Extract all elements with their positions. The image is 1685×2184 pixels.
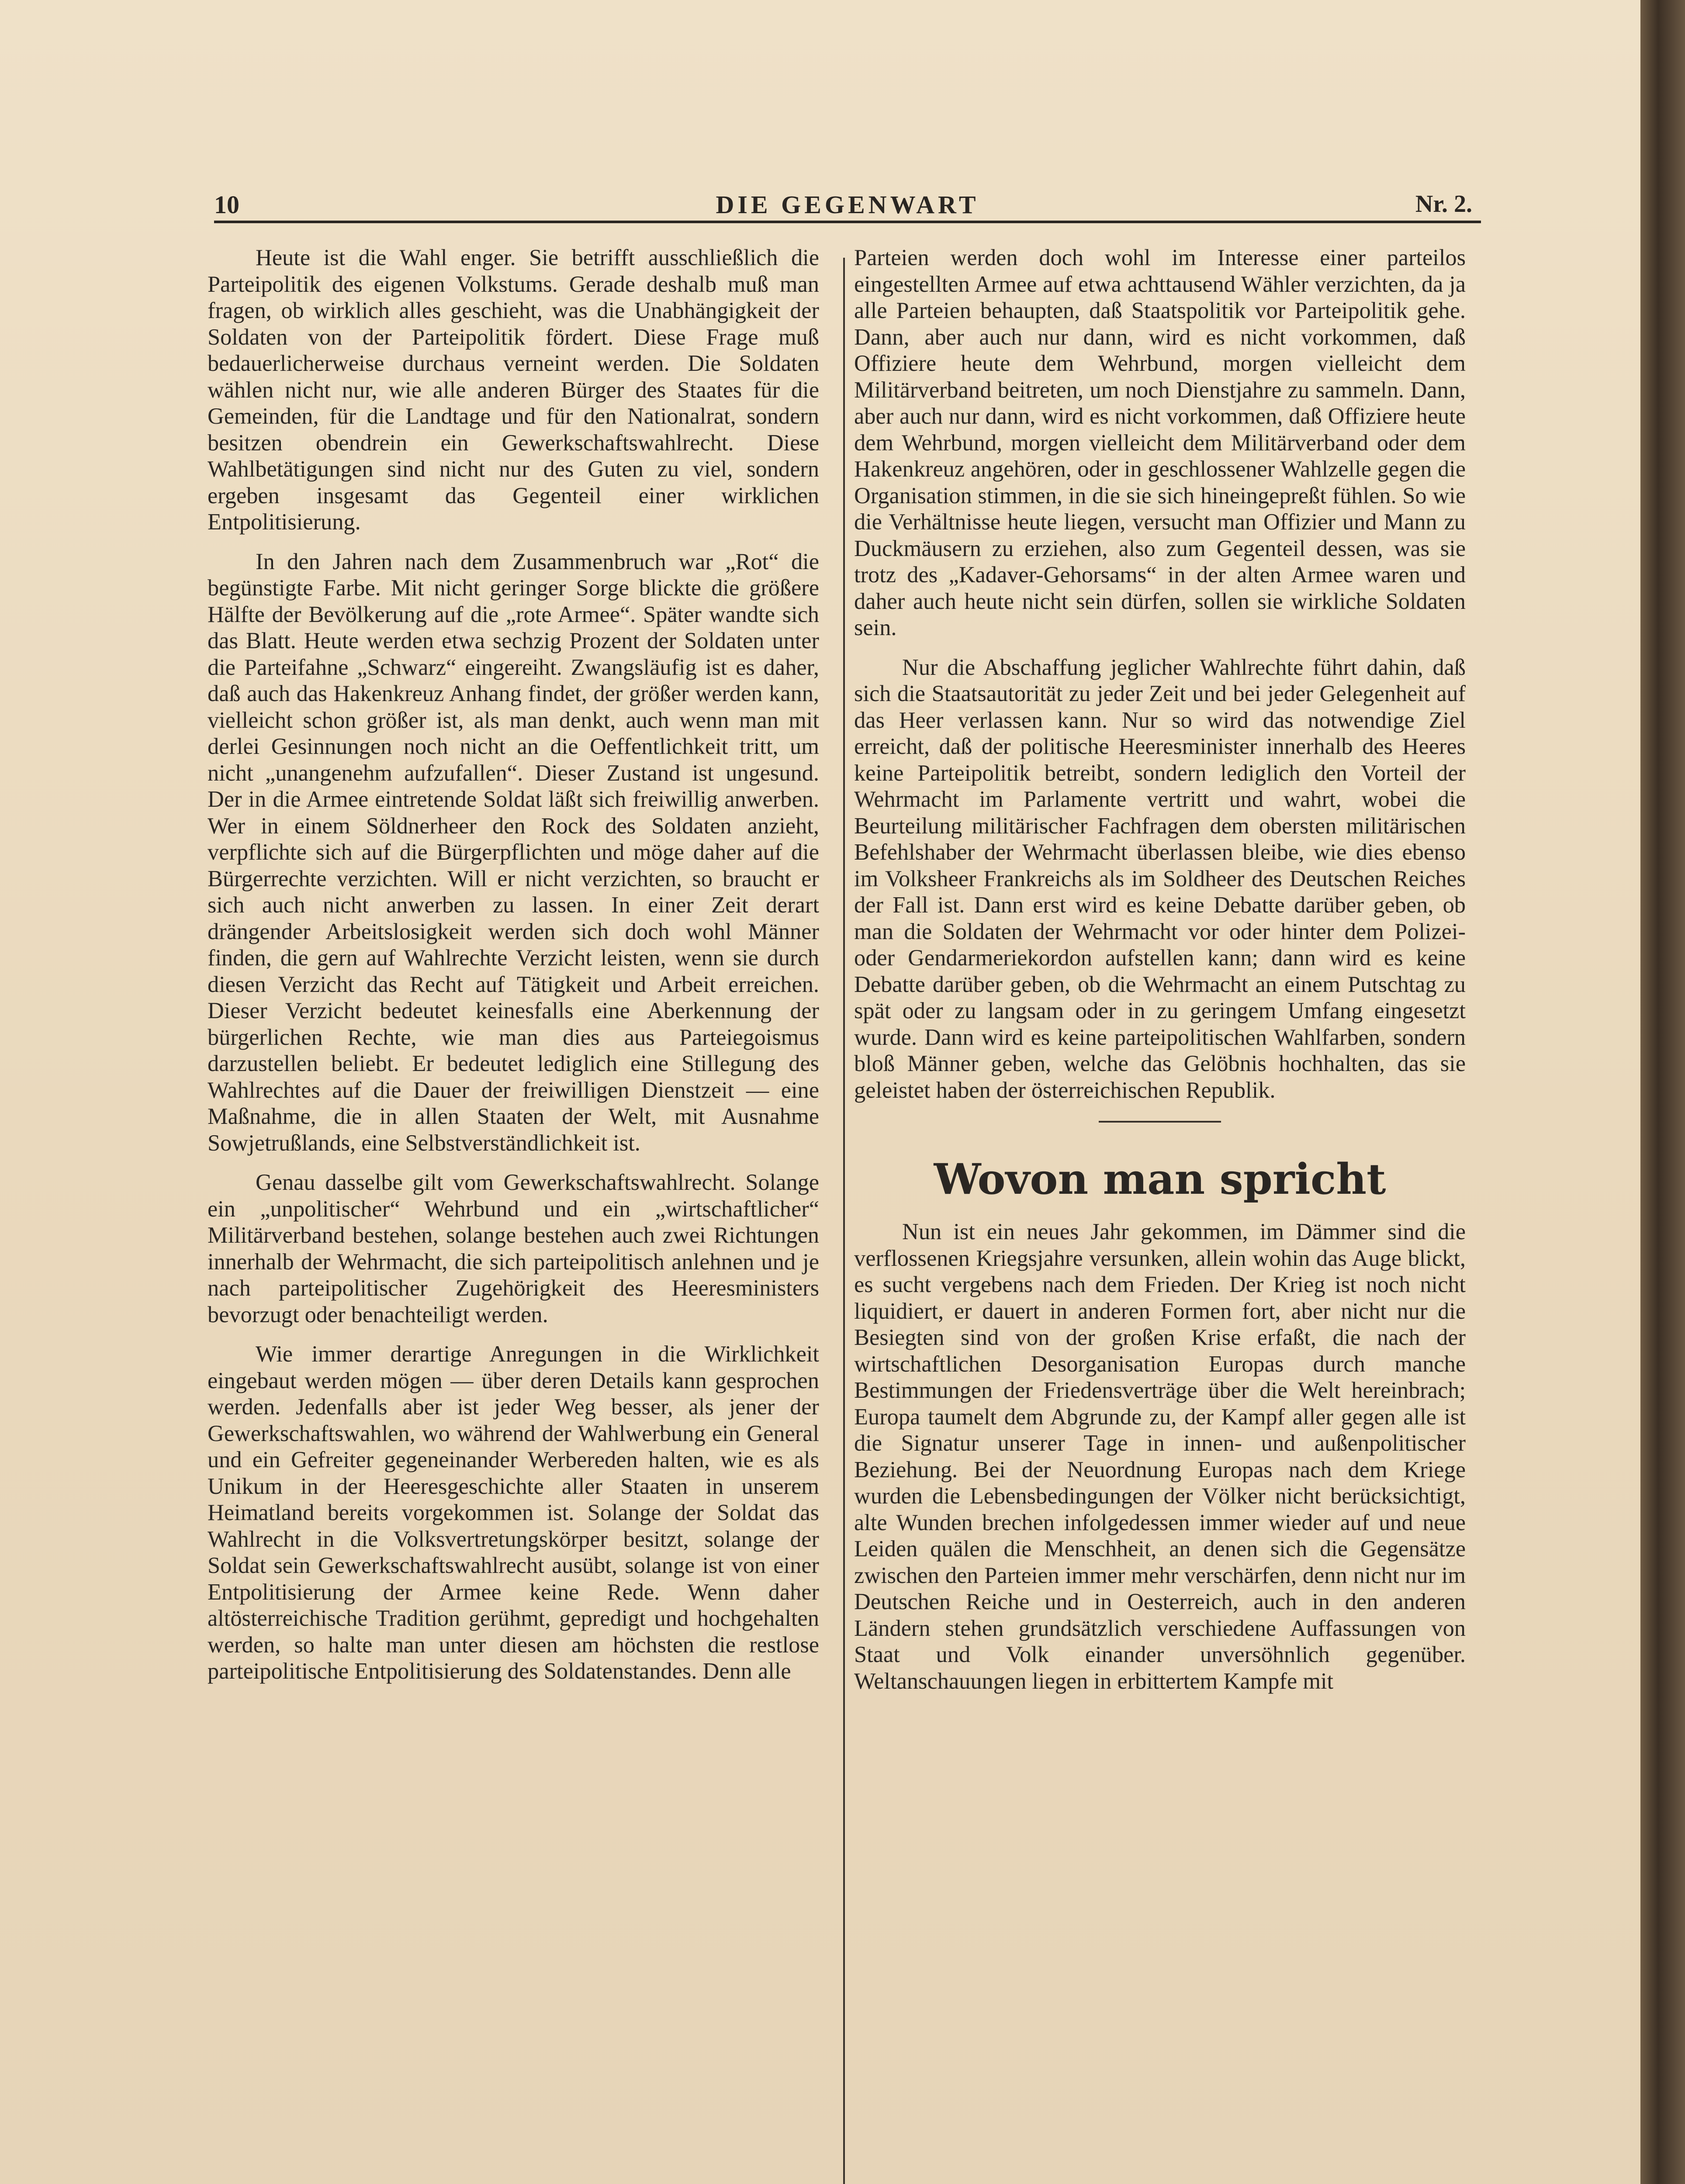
right-paragraph-1: Parteien werden doch wohl im Interesse einer parteilos eingestellten Armee auf etwa achttausend Wähler verzichten, da ja alle Parteien behaupten, daß Staatspolitik vor Parteipolitik gehe. Dann, aber auch nur dann, wird es nicht vorkommen, daß Offiziere heute dem Wehrbund, morgen vielleicht dem Militärverband beitreten, um noch Dienstjahre zu sammeln. Dann, aber auch nur dann, wird es nicht vorkommen, daß Offiziere heute dem Wehrbund, morgen vielleicht dem Militärverband oder dem Hakenkreuz angehören, oder in geschlossener Wahlzelle gegen die Organisation stimmen, in die sie sich hineingepreßt fühlen. So wie die Verhältnisse heute liegen, versucht man Offizier und Mann zu Duckmäusern zu erziehen, also zum Gegenteil dessen, was sie trotz des „Kadaver-Gehorsams“ in der alten Armee waren und daher auch heute nicht sein dürfen, sollen sie wirkliche Soldaten sein. <box>854 245 1466 640</box>
section-heading: Wovon man spricht <box>934 1154 1386 1204</box>
page-header <box>214 190 1481 223</box>
binding-edge <box>1640 0 1685 2184</box>
right-paragraph-2: Nur die Abschaffung jeglicher Wahlrechte führt dahin, daß sich die Staatsautorität zu jeder Zeit und bei jeder Gelegenheit auf das Heer verlassen kann. Nur so wird das notwendige Ziel erreicht, daß der politische Heeresminister innerhalb des Heeres keine Parteipolitik betreibt, sondern lediglich den Vorteil der Wehrmacht im Parlamente vertritt und wahrt, wobei die Beurteilung militärischer Fachfragen dem obersten militärischen Befehlshaber der Wehrmacht überlassen bleibe, wie dies ebenso im Volksheer Frankreichs als im Soldheer des Deutschen Reiches der Fall ist. Dann erst wird es keine Debatte darüber geben, ob man die Soldaten der Wehrmacht vor oder hinter dem Polizei- oder Gendarmeriekordon aufstellen kann; dann wird es keine Debatte darüber geben, ob die Wehrmacht an einem Putschtag zu spät oder zu langsam oder in zu geringem Umfang eingesetzt wurde. Dann wird es keine parteipolitischen Wahlfarben, sondern bloß Männer geben, welche das Gelöbnis hochhalten, das sie geleistet haben der österreichischen Republik. <box>854 654 1466 1103</box>
page-number: 10 <box>214 190 239 219</box>
column-divider <box>843 258 845 2184</box>
right-column <box>854 245 1466 1707</box>
section-separator <box>1099 1121 1221 1123</box>
left-paragraph-1: Heute ist die Wahl enger. Sie betrifft ausschließlich die Parteipolitik des eigenen Volkstums. Gerade deshalb muß man fragen, ob wirklich alles geschieht, was die Unabhängigkeit der Soldaten von der Parteipolitik fördert. Diese Frage muß bedauerlicherweise durchaus verneint werden. Die Soldaten wählen nicht nur, wie alle anderen Bürger des Staates für die Gemeinden, für die Landtage und für den Nationalrat, sondern besitzen obendrein ein Gewerkschaftswahlrecht. Diese Wahlbetätigungen sind nicht nur des Guten zu viel, sondern ergeben insgesamt das Gegenteil einer wirklichen Entpolitisierung. <box>208 245 819 535</box>
right-paragraph-3: Nun ist ein neues Jahr gekommen, im Dämmer sind die verflossenen Kriegsjahre versunken, allein wohin das Auge blickt, es sucht vergebens nach dem Frieden. Der Krieg ist noch nicht liquidiert, er dauert in anderen Formen fort, aber nicht nur die Besiegten sind von der großen Krise erfaßt, die nach der wirtschaftlichen Desorganisation Europas durch manche Bestimmungen der Friedensverträge über die Welt hereinbrach; Europa taumelt dem Abgrunde zu, der Kampf aller gegen alle ist die Signatur unserer Tage in innen- und außenpolitischer Beziehung. Bei der Neuordnung Europas nach dem Kriege wurden die Lebensbedingungen der Völker nicht berücksichtigt, alte Wunden brechen infolgedessen immer wieder auf und neue Leiden quälen die Menschheit, an denen sich die Gegensätze zwischen den Parteien immer mehr verschärfen, denn nicht nur im Deutschen Reiche und in Oesterreich, auch in den anderen Ländern stehen grundsätzlich verschiedene Auffassungen von Staat und Volk einander unversöhnlich gegenüber. Weltanschauungen liegen in erbittertem Kampfe mit <box>854 1219 1466 1694</box>
left-paragraph-2: In den Jahren nach dem Zusammenbruch war „Rot“ die begünstigte Farbe. Mit nicht geringer Sorge blickte die größere Hälfte der Bevölkerung auf die „rote Armee“. Später wandte sich das Blatt. Heute werden etwa sechzig Prozent der Soldaten unter die Parteifahne „Schwarz“ eingereiht. Zwangsläufig ist es daher, daß auch das Hakenkreuz Anhang findet, der größer werden kann, vielleicht schon größer ist, als man denkt, auch wenn man mit derlei Gesinnungen noch nicht an die Oeffentlichkeit tritt, um nicht „unangenehm aufzufallen“. Dieser Zustand ist ungesund. Der in die Armee eintretende Soldat läßt sich freiwillig anwerben. Wer in einem Söldnerheer den Rock des Soldaten anzieht, verpflichte sich auf die Bürgerpflichten und möge daher auf die Bürgerrechte verzichten. Will er nicht verzichten, so braucht er sich auch nicht anwerben zu lassen. In einer Zeit derart drängender Arbeitslosigkeit werden sich doch wohl Männer finden, die gern auf Wahlrechte Verzicht leisten, wenn sie durch diesen Verzicht das Recht auf Tätigkeit und Arbeit erreichen. Dieser Verzicht bedeutet keinesfalls eine Aberkennung der bürgerlichen Rechte, wie man dies aus Parteiegoismus darzustellen beliebt. Er bedeutet lediglich eine Stillegung des Wahlrechtes auf die Dauer der freiwilligen Dienstzeit — eine Maßnahme, die in allen Staaten der Welt, mit Ausnahme Sowjetrußlands, eine Selbstverständlichkeit ist. <box>208 549 819 1156</box>
issue-number: Nr. 2. <box>1415 190 1472 218</box>
left-column <box>208 245 819 1698</box>
left-paragraph-4: Wie immer derartige Anregungen in die Wirklichkeit eingebaut werden mögen — über deren Details kann gesprochen werden. Jedenfalls aber ist jeder Weg besser, als jener der Gewerkschaftswahlen, wo während der Wahlwerbung ein General und ein Gefreiter gegeneinander Werbereden halten, wie es als Unikum in der Heeresgeschichte aller Staaten in unserem Heimatland bereits vorgekommen ist. Solange der Soldat das Wahlrecht in die Volksvertretungskörper besitzt, solange der Soldat sein Gewerkschaftswahlrecht ausübt, solange ist von einer Entpolitisierung der Armee keine Rede. Wenn daher altösterreichische Tradition gerühmt, gepredigt und hochgehalten werden, so halte man unter diesen am höchsten die restlose parteipolitische Entpolitisierung des Soldatenstandes. Denn alle <box>208 1341 819 1684</box>
newspaper-title: DIE GEGENWART <box>716 190 979 219</box>
left-paragraph-3: Genau dasselbe gilt vom Gewerkschaftswahlrecht. Solange ein „unpolitischer“ Wehrbund und ein „wirtschaftlicher“ Militärverband bestehen, solange bestehen auch zwei Richtungen innerhalb der Wehrmacht, die sich parteipolitisch anlehnen und je nach parteipolitischer Zugehörigkeit des Heeresministers bevorzugt oder benachteiligt werden. <box>208 1170 819 1327</box>
